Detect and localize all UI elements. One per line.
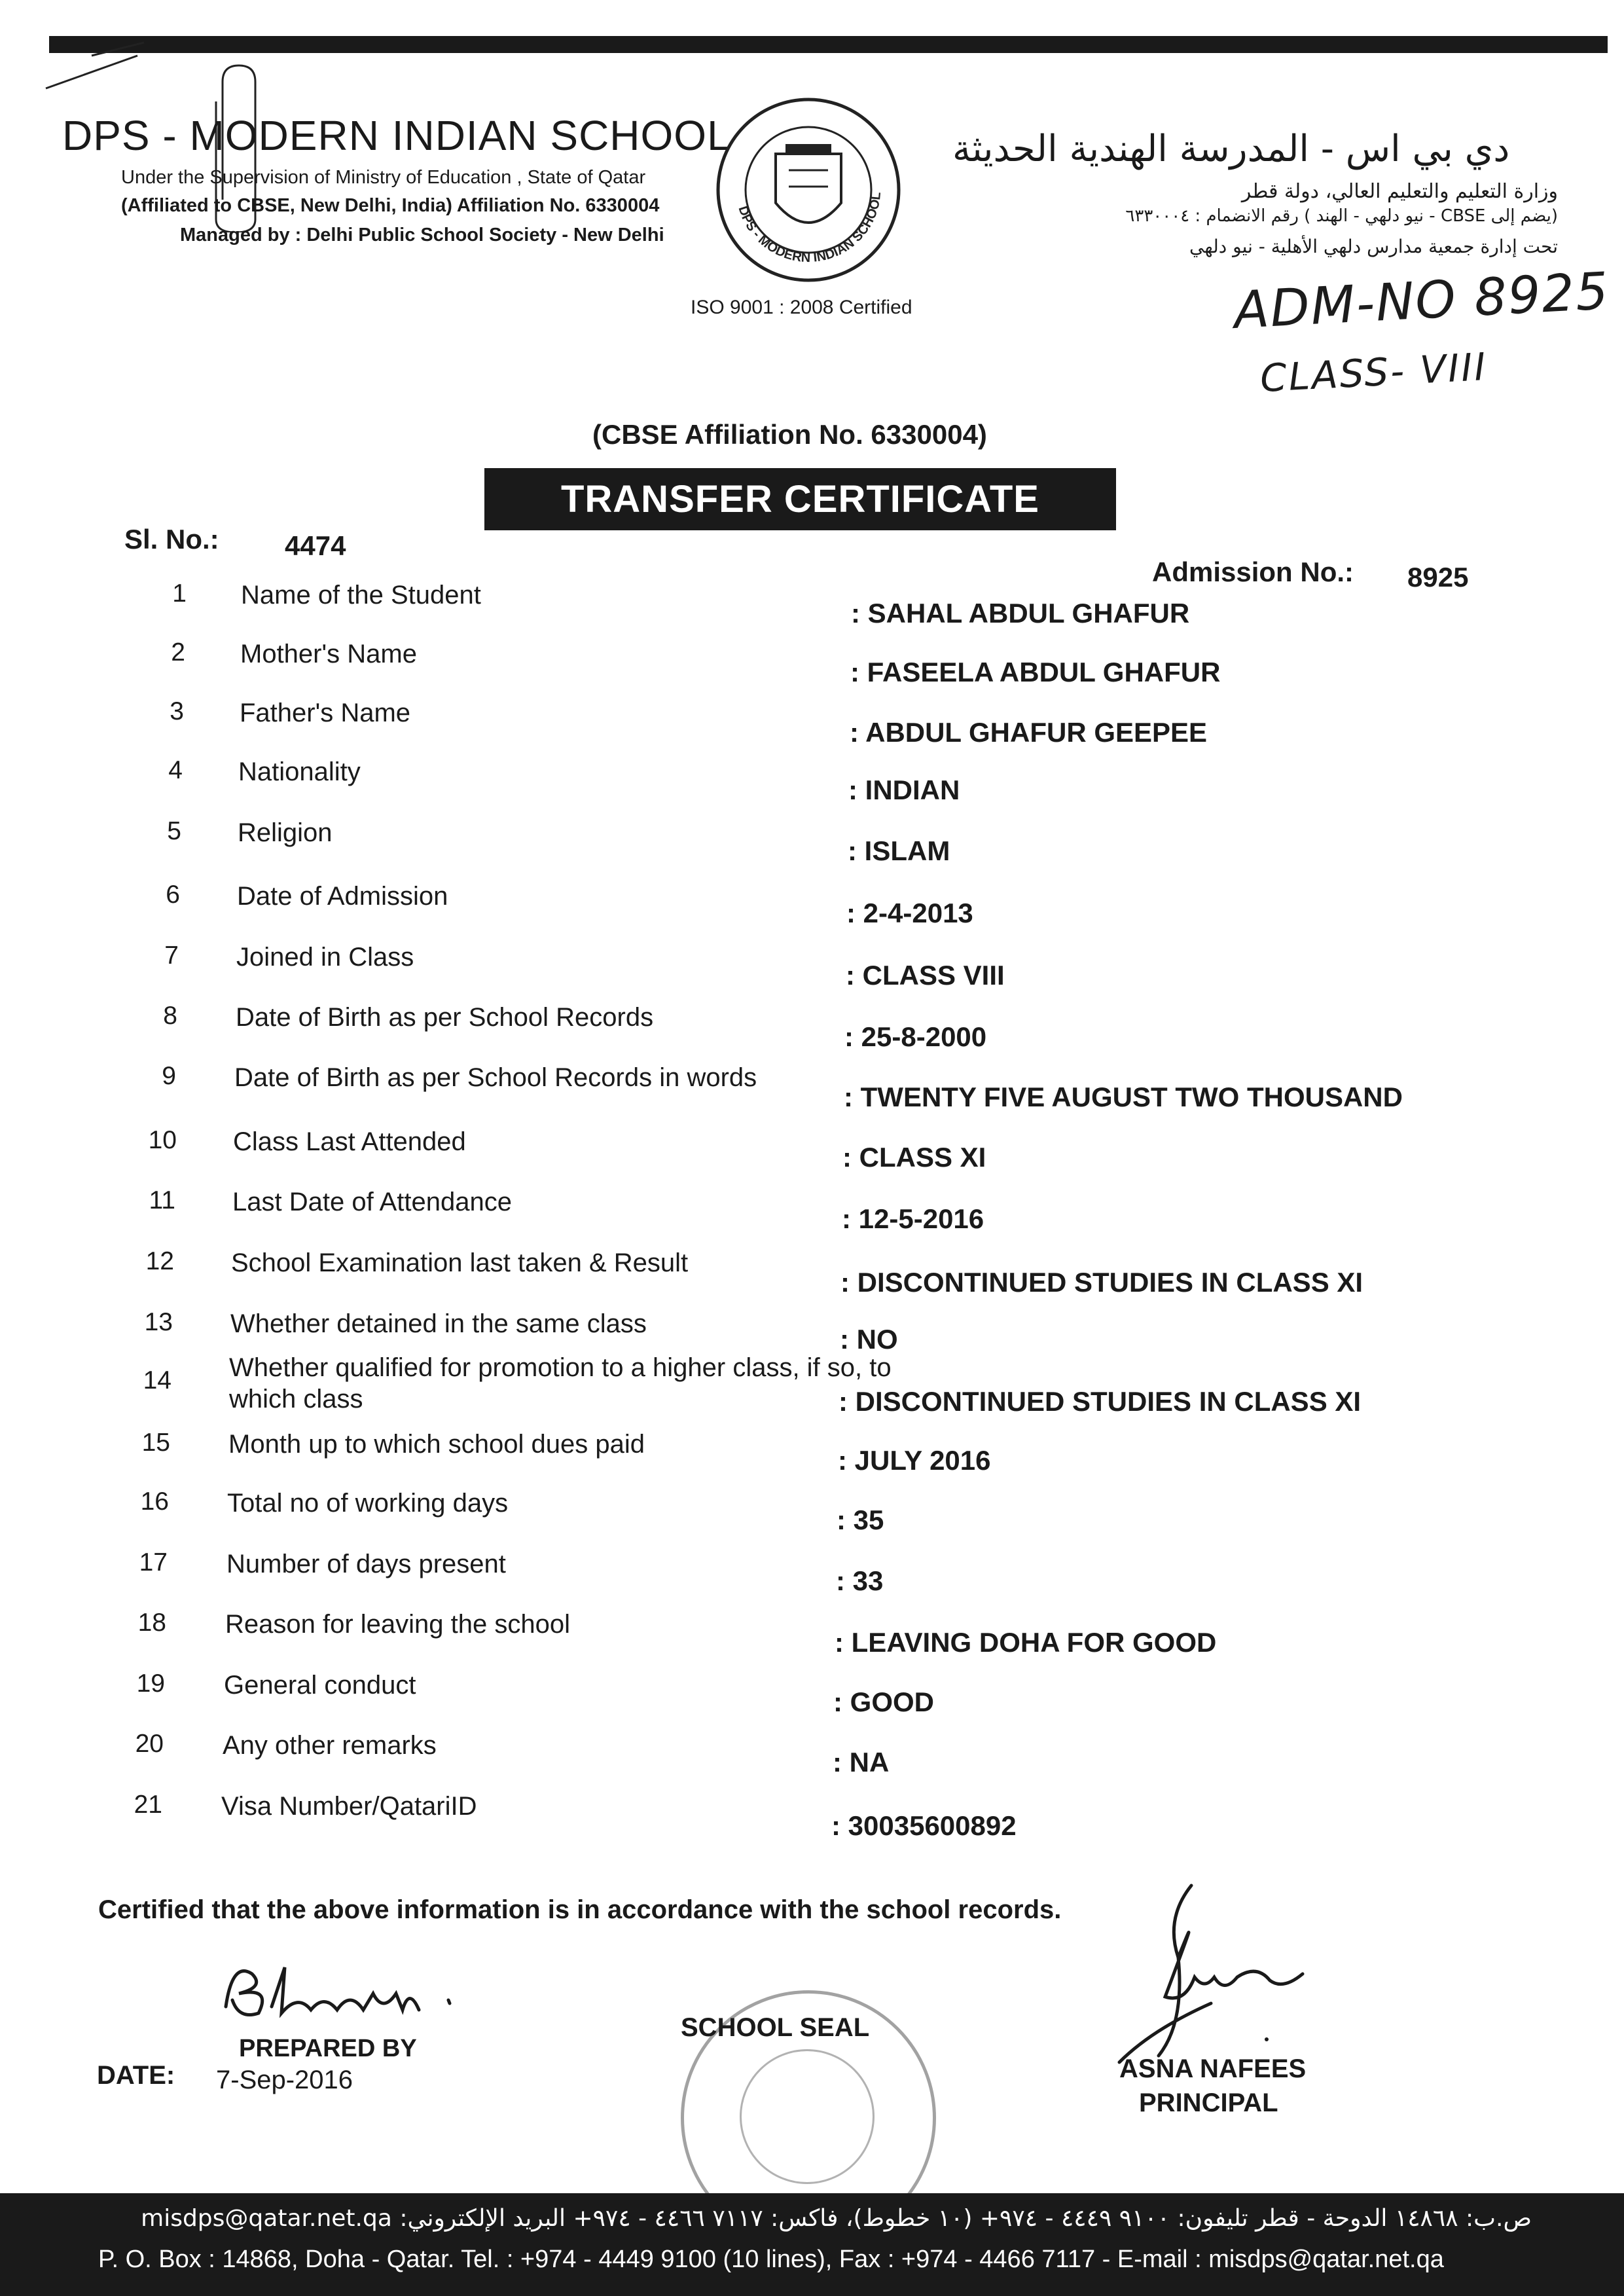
row-label: Any other remarks [223, 1731, 437, 1760]
row-label: Number of days present [226, 1550, 506, 1578]
table-row [0, 817, 1624, 876]
row-value: : 2-4-2013 [846, 898, 973, 929]
admission-number-label: Admission No.: [1152, 556, 1354, 587]
row-value: : DISCONTINUED STUDIES IN CLASS XI [840, 1267, 1363, 1298]
handwritten-class-note: CLASS- VIII [1259, 344, 1489, 401]
row-number: 11 [149, 1186, 175, 1214]
row-value: : NO [840, 1324, 898, 1355]
certification-statement: Certified that the above information is in accordance with the school records. [98, 1895, 1062, 1924]
row-label: Total no of working days [227, 1489, 509, 1518]
row-value: : INDIAN [848, 774, 960, 806]
row-label: Month up to which school dues paid [228, 1430, 645, 1459]
arabic-management-line: تحت إدارة جمعية مدارس دلهي الأهلية - نيو دلهي [1189, 236, 1558, 257]
row-number: 9 [162, 1062, 176, 1090]
arabic-ministry-line: وزارة التعليم والتعليم العالي، دولة قطر [1241, 180, 1558, 203]
table-row [0, 1186, 1624, 1245]
principal-title: PRINCIPAL [1139, 2088, 1278, 2117]
row-label: Father's Name [240, 699, 411, 727]
iso-certification: ISO 9001 : 2008 Certified [691, 297, 912, 318]
row-value: : TWENTY FIVE AUGUST TWO THOUSAND [844, 1082, 1403, 1113]
row-label: Class Last Attended [233, 1127, 466, 1156]
table-row [0, 941, 1624, 1000]
row-number: 8 [163, 1002, 177, 1030]
table-row [0, 881, 1624, 939]
school-name-english: DPS - MODERN INDIAN SCHOOL [62, 112, 731, 159]
school-logo-icon [710, 92, 907, 288]
row-number: 12 [145, 1247, 174, 1275]
date-label: DATE: [97, 2061, 175, 2090]
row-number: 13 [144, 1308, 173, 1336]
row-label: Date of Admission [237, 882, 448, 911]
table-row [0, 1126, 1624, 1185]
row-number: 3 [170, 697, 184, 725]
row-value: : GOOD [833, 1686, 934, 1718]
management-line: Managed by : Delhi Public School Society - New Delhi [180, 225, 664, 246]
table-row [0, 756, 1624, 815]
supervision-line: Under the Supervision of Ministry of Education , State of Qatar [121, 167, 646, 188]
row-label: Whether qualified for promotion to a higher class, if so, to which class [229, 1353, 892, 1413]
footer-arabic-contact: ص.ب: ١٤٨٦٨ الدوحة - قطر تليفون: ٩١٠٠ ٤٤٤٩ - ٩٧٤+ (١٠ خطوط)، فاكس: ٧١١٧ ٤٤٦٦ - ٩٧٤+ البريد الإلكتروني: misdps@qatar.net.qa [141, 2205, 1532, 2232]
serial-number-value: 4474 [285, 530, 346, 561]
row-number: 18 [137, 1609, 166, 1637]
row-number: 16 [140, 1487, 169, 1516]
row-value: : ISLAM [848, 835, 950, 867]
row-number: 10 [148, 1126, 177, 1154]
row-label: General conduct [224, 1671, 416, 1700]
school-name-arabic: دي بي اس - المدرسة الهندية الحديثة [952, 128, 1510, 170]
table-row [0, 1429, 1624, 1487]
table-row [0, 1487, 1624, 1546]
cbse-affiliation: (CBSE Affiliation No. 6330004) [592, 419, 987, 450]
table-row [0, 1548, 1624, 1607]
row-label: Date of Birth as per School Records in words [234, 1063, 757, 1092]
row-value: : JULY 2016 [838, 1445, 991, 1476]
table-row [0, 1669, 1624, 1728]
row-number: 17 [139, 1548, 168, 1576]
arabic-affiliation-line: (يضم إلى CBSE - نيو دلهي - الهند ) رقم الانضمام : ٦٣٣٠٠٠٤ [1125, 206, 1558, 226]
table-row [0, 1002, 1624, 1061]
principal-name: ASNA NAFEES [1119, 2054, 1307, 2083]
row-number: 21 [134, 1791, 162, 1819]
row-label: Name of the Student [241, 581, 481, 610]
serial-number-label: Sl. No.: [124, 524, 219, 555]
row-number: 15 [141, 1429, 170, 1457]
table-row [0, 1352, 1624, 1430]
row-label: Visa Number/QatariID [221, 1792, 477, 1821]
table-row [0, 1247, 1624, 1306]
row-label: Date of Birth as per School Records [236, 1003, 654, 1032]
admission-number-value: 8925 [1407, 562, 1469, 592]
table-row [0, 638, 1624, 697]
row-label: School Examination last taken & Result [231, 1248, 689, 1277]
school-seal-label: SCHOOL SEAL [681, 2013, 870, 2042]
row-value: : FASEELA ABDUL GHAFUR [850, 657, 1220, 688]
prepared-by-label: PREPARED BY [239, 2035, 417, 2062]
row-number: 14 [143, 1366, 171, 1394]
row-label: Joined in Class [236, 943, 414, 972]
document-title: TRANSFER CERTIFICATE [484, 468, 1116, 530]
affiliation-line: (Affiliated to CBSE, New Delhi, India) Affiliation No. 6330004 [121, 195, 660, 216]
row-number: 7 [164, 941, 179, 970]
row-number: 5 [167, 817, 181, 845]
date-value: 7-Sep-2016 [216, 2066, 353, 2094]
preparer-signature [213, 1954, 488, 2033]
row-value: : DISCONTINUED STUDIES IN CLASS XI [839, 1386, 1361, 1417]
table-row [0, 1730, 1624, 1789]
school-seal-inner-ring [740, 2049, 875, 2184]
table-row [0, 1609, 1624, 1667]
row-label: Mother's Name [240, 640, 417, 668]
row-value: : 30035600892 [831, 1810, 1017, 1842]
table-row [0, 1062, 1624, 1121]
row-number: 4 [168, 756, 183, 784]
row-number: 20 [135, 1730, 164, 1758]
row-value: : NA [833, 1747, 889, 1778]
row-value: : 33 [836, 1565, 883, 1597]
row-value: : CLASS VIII [846, 960, 1005, 991]
row-label: Reason for leaving the school [225, 1610, 570, 1639]
row-value: : ABDUL GHAFUR GEEPEE [850, 717, 1207, 748]
table-row [0, 1791, 1624, 1850]
logo-text: DPS - MODERN INDIAN SCHOOL [735, 191, 884, 266]
row-value: : 12-5-2016 [842, 1203, 984, 1235]
row-label: Nationality [238, 757, 361, 786]
footer-english-contact: P. O. Box : 14868, Doha - Qatar. Tel. : +974 - 4449 9100 (10 lines), Fax : +974 - 4466 7117 - E-mail : misdps@qatar.net.qa [98, 2246, 1444, 2273]
table-row [0, 697, 1624, 756]
row-value: : LEAVING DOHA FOR GOOD [835, 1627, 1216, 1658]
svg-text:DPS - MODERN INDIAN SCHOOL [735, 191, 884, 265]
row-value: : CLASS XI [842, 1142, 986, 1173]
row-number: 6 [166, 881, 180, 909]
table-row [0, 579, 1624, 638]
row-number: 2 [171, 638, 185, 666]
row-number: 19 [136, 1669, 165, 1698]
handwritten-admission-note: ADM-NO 8925 [1233, 262, 1611, 340]
principal-signature [1113, 1879, 1322, 2075]
row-value: : SAHAL ABDUL GHAFUR [851, 598, 1189, 629]
row-value: : 25-8-2000 [844, 1021, 986, 1053]
row-value: : 35 [837, 1504, 884, 1536]
row-label: Religion [238, 818, 333, 847]
row-label: Last Date of Attendance [232, 1188, 512, 1216]
row-label: Whether detained in the same class [230, 1309, 647, 1338]
row-number: 1 [172, 579, 187, 608]
